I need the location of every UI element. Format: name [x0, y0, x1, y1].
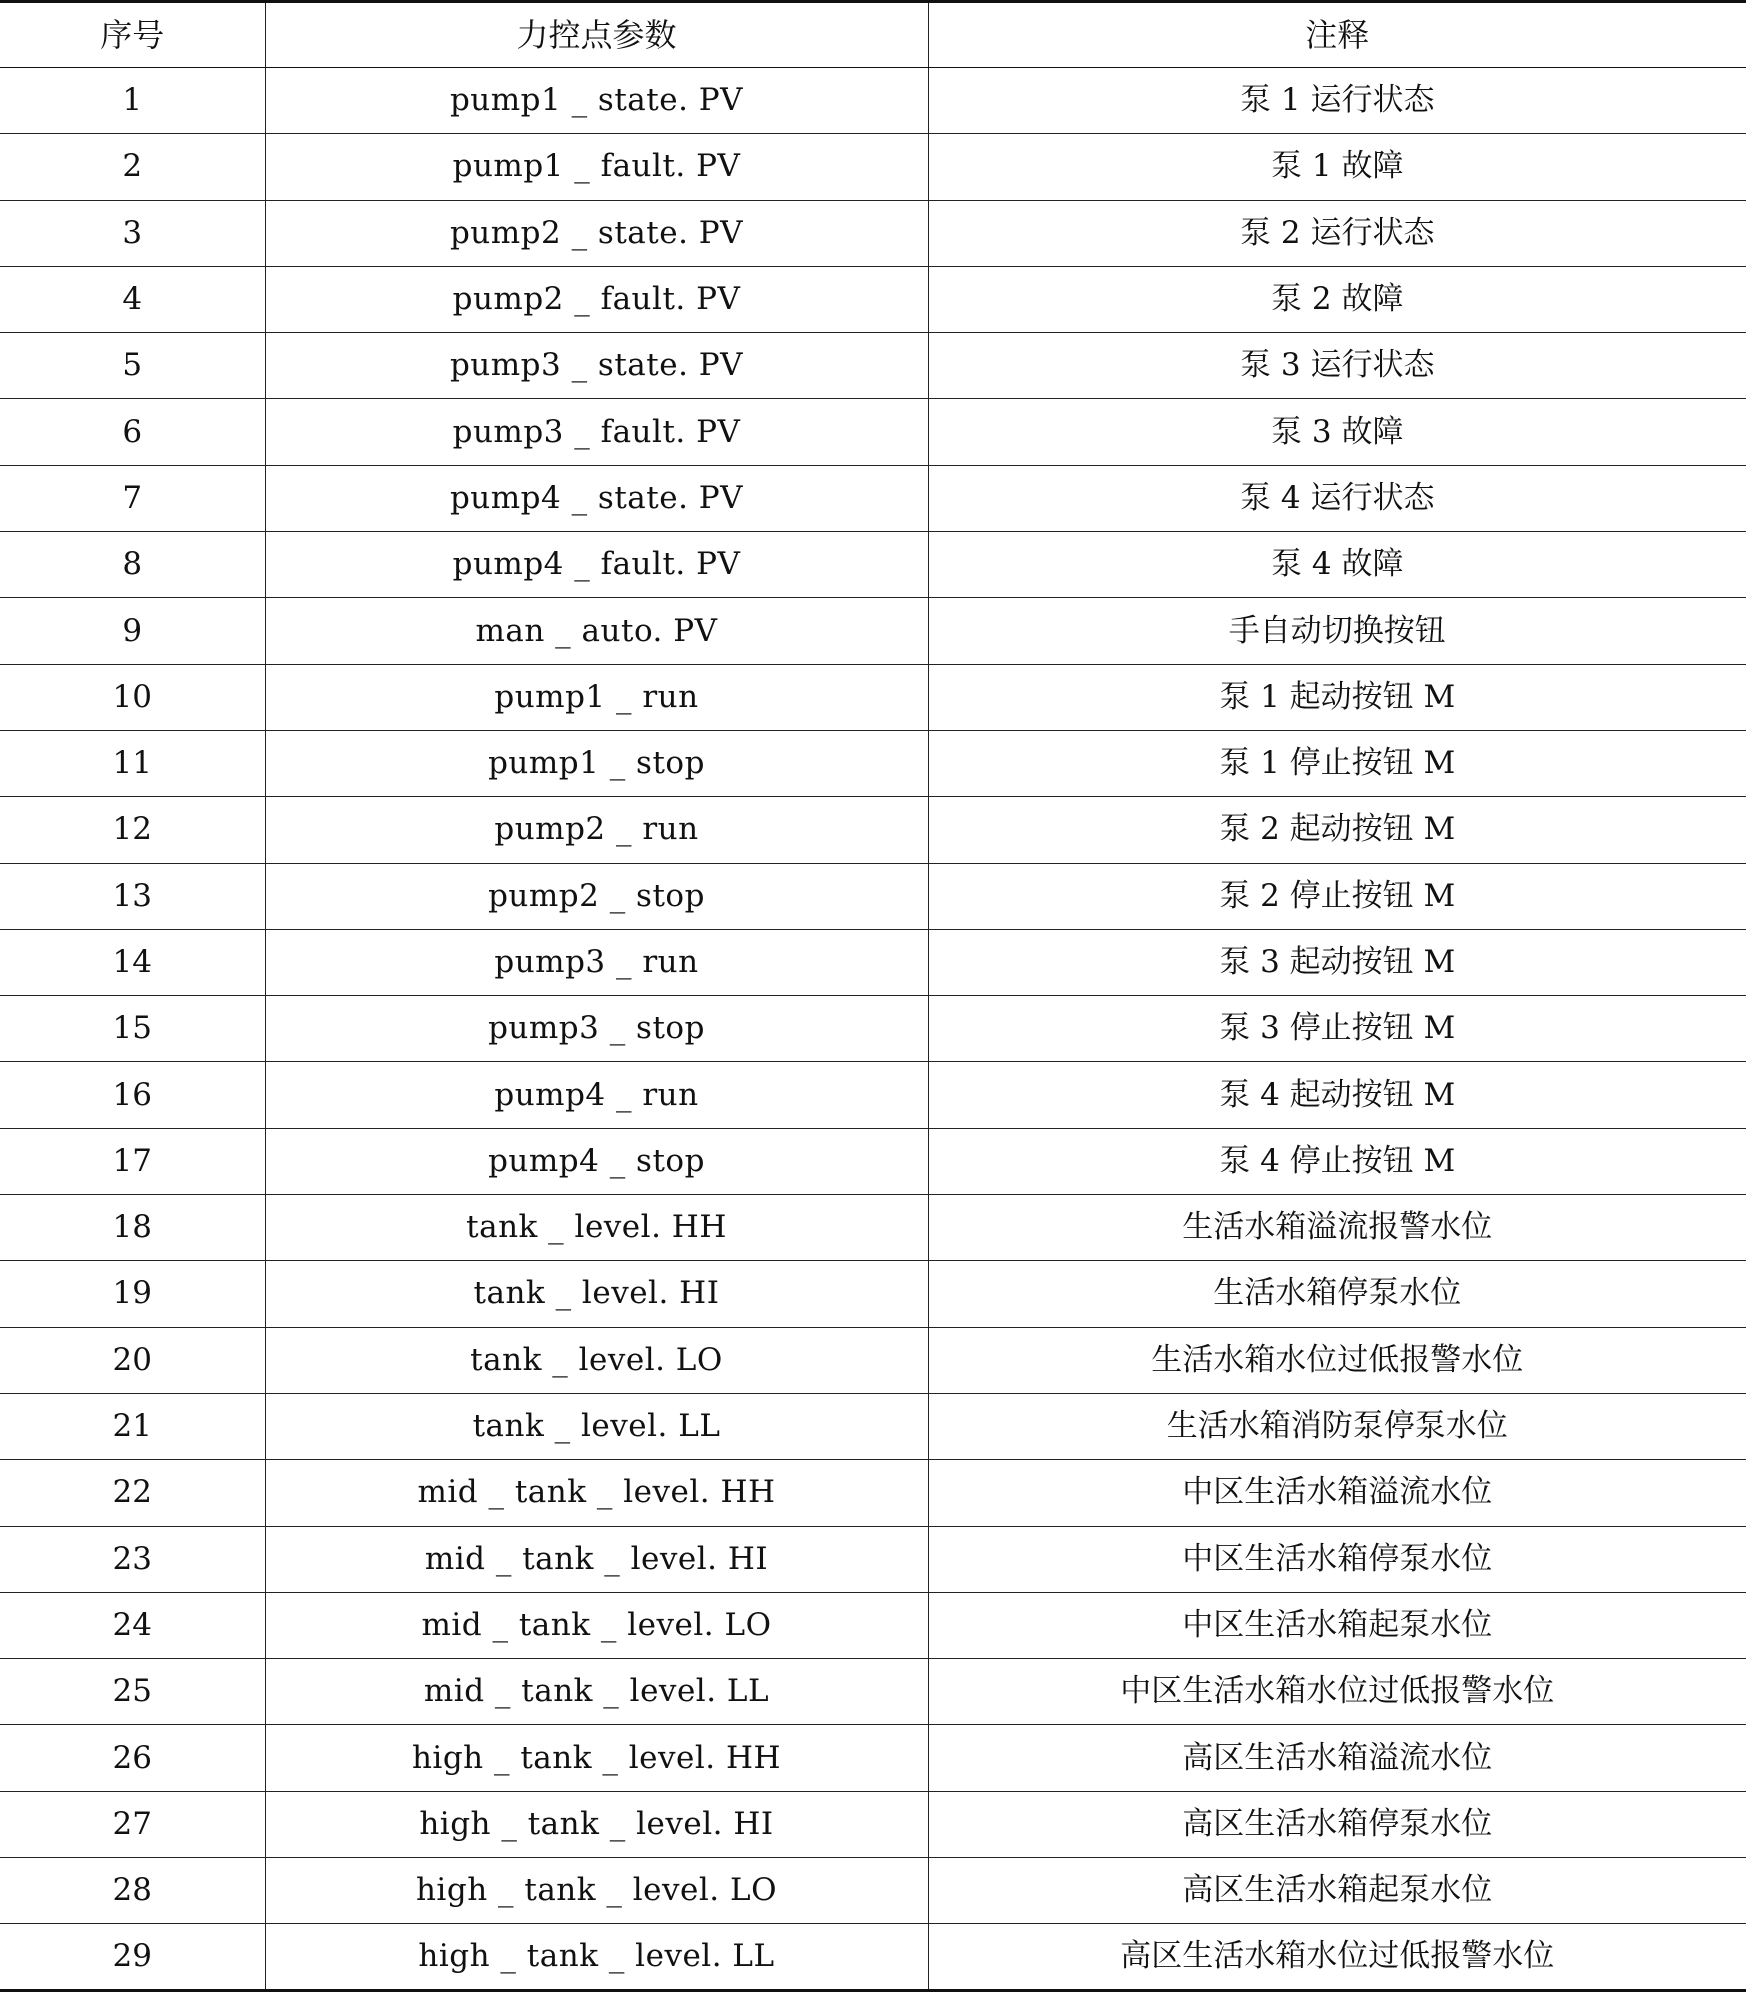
cell-parameter: pump2 _ run [265, 797, 928, 863]
table-row [0, 465, 1746, 531]
cell-comment: 泵 4 停止按钮 M [928, 1128, 1746, 1194]
cell-comment: 泵 3 停止按钮 M [928, 996, 1746, 1062]
cell-comment: 泵 2 起动按钮 M [928, 797, 1746, 863]
table-row [0, 1924, 1746, 1990]
cell-parameter: mid _ tank _ level. HH [265, 1460, 928, 1526]
cell-comment: 生活水箱停泵水位 [928, 1261, 1746, 1327]
table-row [0, 797, 1746, 863]
cell-index: 19 [0, 1261, 265, 1327]
cell-comment: 泵 4 起动按钮 M [928, 1062, 1746, 1128]
cell-comment: 手自动切换按钮 [928, 598, 1746, 664]
cell-index: 24 [0, 1592, 265, 1658]
cell-index: 10 [0, 664, 265, 730]
cell-parameter: pump4 _ state. PV [265, 465, 928, 531]
cell-index: 4 [0, 266, 265, 332]
table-row [0, 730, 1746, 796]
cell-index: 7 [0, 465, 265, 531]
table-row [0, 134, 1746, 200]
cell-comment: 生活水箱水位过低报警水位 [928, 1327, 1746, 1393]
cell-comment: 中区生活水箱起泵水位 [928, 1592, 1746, 1658]
cell-parameter: tank _ level. HH [265, 1195, 928, 1261]
table-body [0, 68, 1746, 1991]
cell-comment: 泵 1 运行状态 [928, 68, 1746, 134]
cell-parameter: pump3 _ state. PV [265, 333, 928, 399]
table-row [0, 996, 1746, 1062]
cell-parameter: pump4 _ stop [265, 1128, 928, 1194]
cell-index: 5 [0, 333, 265, 399]
cell-comment: 高区生活水箱停泵水位 [928, 1791, 1746, 1857]
cell-parameter: high _ tank _ level. LO [265, 1858, 928, 1924]
table-row [0, 399, 1746, 465]
table-row [0, 1327, 1746, 1393]
table-row [0, 1062, 1746, 1128]
table-row [0, 1592, 1746, 1658]
cell-parameter: pump4 _ fault. PV [265, 532, 928, 598]
cell-parameter: pump1 _ state. PV [265, 68, 928, 134]
cell-index: 20 [0, 1327, 265, 1393]
cell-comment: 泵 1 故障 [928, 134, 1746, 200]
cell-index: 8 [0, 532, 265, 598]
cell-index: 28 [0, 1858, 265, 1924]
cell-parameter: pump2 _ fault. PV [265, 266, 928, 332]
cell-comment: 泵 3 运行状态 [928, 333, 1746, 399]
cell-parameter: pump3 _ fault. PV [265, 399, 928, 465]
cell-parameter: pump2 _ state. PV [265, 200, 928, 266]
cell-index: 3 [0, 200, 265, 266]
cell-parameter: pump1 _ fault. PV [265, 134, 928, 200]
cell-parameter: tank _ level. HI [265, 1261, 928, 1327]
cell-index: 22 [0, 1460, 265, 1526]
table-row [0, 1858, 1746, 1924]
table-row [0, 1128, 1746, 1194]
cell-parameter: high _ tank _ level. HH [265, 1725, 928, 1791]
table-row [0, 1195, 1746, 1261]
table-row [0, 1659, 1746, 1725]
cell-parameter: pump2 _ stop [265, 863, 928, 929]
cell-parameter: high _ tank _ level. LL [265, 1924, 928, 1990]
cell-parameter: pump3 _ run [265, 929, 928, 995]
cell-index: 23 [0, 1526, 265, 1592]
cell-comment: 高区生活水箱水位过低报警水位 [928, 1924, 1746, 1990]
cell-index: 11 [0, 730, 265, 796]
cell-index: 29 [0, 1924, 265, 1990]
cell-comment: 泵 4 故障 [928, 532, 1746, 598]
cell-index: 2 [0, 134, 265, 200]
cell-parameter: mid _ tank _ level. LO [265, 1592, 928, 1658]
table-row [0, 664, 1746, 730]
cell-index: 9 [0, 598, 265, 664]
cell-index: 17 [0, 1128, 265, 1194]
table-row [0, 200, 1746, 266]
header-index: 序号 [0, 2, 265, 68]
cell-parameter: pump1 _ run [265, 664, 928, 730]
header-parameter: 力控点参数 [265, 2, 928, 68]
cell-comment: 泵 3 故障 [928, 399, 1746, 465]
table-row [0, 929, 1746, 995]
table-row [0, 532, 1746, 598]
cell-parameter: tank _ level. LL [265, 1393, 928, 1459]
cell-index: 21 [0, 1393, 265, 1459]
cell-index: 27 [0, 1791, 265, 1857]
cell-index: 12 [0, 797, 265, 863]
header-comment: 注释 [928, 2, 1746, 68]
cell-parameter: pump3 _ stop [265, 996, 928, 1062]
table-row [0, 68, 1746, 134]
table-row [0, 1261, 1746, 1327]
table-row [0, 1791, 1746, 1857]
cell-index: 6 [0, 399, 265, 465]
cell-index: 15 [0, 996, 265, 1062]
cell-comment: 泵 2 停止按钮 M [928, 863, 1746, 929]
cell-comment: 泵 2 故障 [928, 266, 1746, 332]
cell-comment: 泵 1 起动按钮 M [928, 664, 1746, 730]
cell-comment: 泵 1 停止按钮 M [928, 730, 1746, 796]
cell-parameter: man _ auto. PV [265, 598, 928, 664]
cell-parameter: high _ tank _ level. HI [265, 1791, 928, 1857]
cell-comment: 泵 3 起动按钮 M [928, 929, 1746, 995]
cell-comment: 生活水箱消防泵停泵水位 [928, 1393, 1746, 1459]
cell-comment: 泵 2 运行状态 [928, 200, 1746, 266]
cell-index: 26 [0, 1725, 265, 1791]
table-row [0, 1393, 1746, 1459]
cell-parameter: tank _ level. LO [265, 1327, 928, 1393]
cell-index: 14 [0, 929, 265, 995]
cell-parameter: mid _ tank _ level. LL [265, 1659, 928, 1725]
cell-comment: 中区生活水箱溢流水位 [928, 1460, 1746, 1526]
cell-index: 1 [0, 68, 265, 134]
cell-parameter: pump4 _ run [265, 1062, 928, 1128]
table-header-row [0, 2, 1746, 68]
cell-comment: 中区生活水箱停泵水位 [928, 1526, 1746, 1592]
cell-comment: 泵 4 运行状态 [928, 465, 1746, 531]
cell-comment: 生活水箱溢流报警水位 [928, 1195, 1746, 1261]
cell-index: 25 [0, 1659, 265, 1725]
cell-index: 18 [0, 1195, 265, 1261]
cell-index: 13 [0, 863, 265, 929]
table-row [0, 266, 1746, 332]
cell-parameter: pump1 _ stop [265, 730, 928, 796]
table-row [0, 333, 1746, 399]
cell-comment: 高区生活水箱起泵水位 [928, 1858, 1746, 1924]
table-row [0, 863, 1746, 929]
cell-index: 16 [0, 1062, 265, 1128]
table-row [0, 598, 1746, 664]
table-row [0, 1460, 1746, 1526]
cell-parameter: mid _ tank _ level. HI [265, 1526, 928, 1592]
cell-comment: 高区生活水箱溢流水位 [928, 1725, 1746, 1791]
cell-comment: 中区生活水箱水位过低报警水位 [928, 1659, 1746, 1725]
table-row [0, 1526, 1746, 1592]
table-row [0, 1725, 1746, 1791]
